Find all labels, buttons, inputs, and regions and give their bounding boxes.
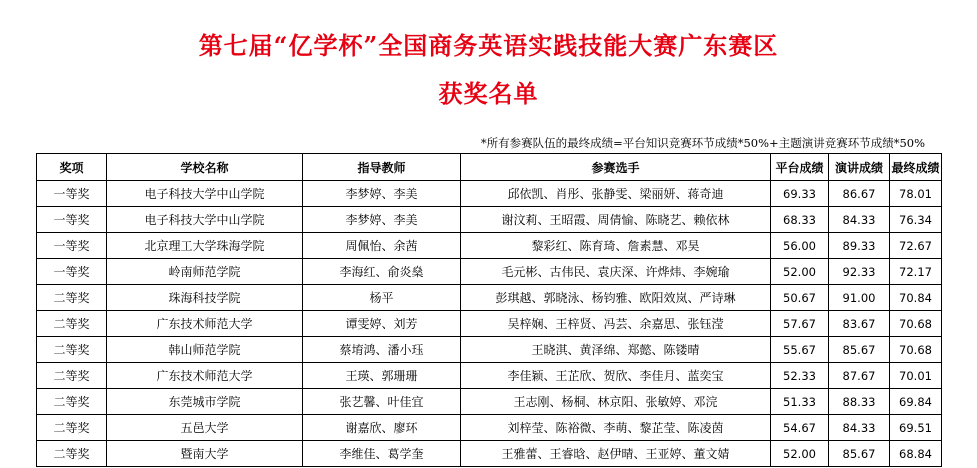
players-cell: 吴梓娴、王梓贤、冯芸、余嘉思、张钰滢 (461, 311, 771, 337)
award-cell: 二等奖 (37, 363, 107, 389)
final-score-cell: 72.67 (890, 233, 942, 259)
final-score-cell: 69.51 (890, 415, 942, 441)
platform-score-cell: 56.00 (771, 233, 829, 259)
speech-score-cell: 86.67 (829, 181, 890, 207)
final-score-cell: 68.84 (890, 441, 942, 467)
teachers-cell: 谭雯婷、刘芳 (303, 311, 461, 337)
platform-score-cell: 55.67 (771, 337, 829, 363)
teachers-cell: 李海红、俞炎燊 (303, 259, 461, 285)
school-cell: 韩山师范学院 (107, 337, 303, 363)
teachers-cell: 李维佳、葛学奎 (303, 441, 461, 467)
speech-score-cell: 87.67 (829, 363, 890, 389)
speech-score-cell: 84.33 (829, 207, 890, 233)
table-row (37, 415, 942, 441)
teachers-cell: 李梦婷、李美 (303, 207, 461, 233)
award-cell: 二等奖 (37, 441, 107, 467)
school-cell: 电子科技大学中山学院 (107, 181, 303, 207)
school-cell: 五邑大学 (107, 415, 303, 441)
platform-score-cell: 68.33 (771, 207, 829, 233)
award-cell: 二等奖 (37, 285, 107, 311)
table-row (37, 337, 942, 363)
header-school: 学校名称 (107, 154, 303, 181)
platform-score-cell: 52.33 (771, 363, 829, 389)
table-row (37, 181, 942, 207)
header-speech-score: 演讲成绩 (829, 154, 890, 181)
award-cell: 一等奖 (37, 259, 107, 285)
platform-score-cell: 52.00 (771, 259, 829, 285)
players-cell: 谢汶莉、王昭霞、周倩愉、陈晓艺、赖依林 (461, 207, 771, 233)
final-score-cell: 69.84 (890, 389, 942, 415)
school-cell: 珠海科技学院 (107, 285, 303, 311)
final-score-cell: 78.01 (890, 181, 942, 207)
speech-score-cell: 85.67 (829, 441, 890, 467)
school-cell: 岭南师范学院 (107, 259, 303, 285)
players-cell: 毛元彬、古伟民、袁庆深、许烨炜、李婉瑜 (461, 259, 771, 285)
table-row (37, 259, 942, 285)
platform-score-cell: 51.33 (771, 389, 829, 415)
award-cell: 一等奖 (37, 233, 107, 259)
school-cell: 广东技术师范大学 (107, 311, 303, 337)
header-platform-score: 平台成绩 (771, 154, 829, 181)
teachers-cell: 杨平 (303, 285, 461, 311)
speech-score-cell: 88.33 (829, 389, 890, 415)
school-cell: 电子科技大学中山学院 (107, 207, 303, 233)
score-formula-note: *所有参赛队伍的最终成绩=平台知识竞赛环节成绩*50%+主题演讲竞赛环节成绩*50% (480, 136, 925, 150)
page-title: 第七届“亿学杯”全国商务英语实践技能大赛广东赛区 (198, 31, 779, 60)
award-cell: 二等奖 (37, 337, 107, 363)
award-cell: 二等奖 (37, 311, 107, 337)
players-cell: 彭琪越、郭晓泳、杨钧雅、欧阳效岚、严诗琳 (461, 285, 771, 311)
teachers-cell: 周佩怡、余茜 (303, 233, 461, 259)
players-cell: 刘梓莹、陈裕微、李萌、黎芷莹、陈凌茵 (461, 415, 771, 441)
speech-score-cell: 85.67 (829, 337, 890, 363)
school-cell: 东莞城市学院 (107, 389, 303, 415)
award-cell: 二等奖 (37, 415, 107, 441)
speech-score-cell: 91.00 (829, 285, 890, 311)
players-cell: 王志刚、杨桐、林京阳、张敏婷、邓浣 (461, 389, 771, 415)
players-cell: 李佳颖、王芷欣、贺欣、李佳月、蓝奕宝 (461, 363, 771, 389)
header-players: 参赛选手 (461, 154, 771, 181)
players-cell: 邱依凯、肖彤、张静雯、梁丽妍、蒋奇迪 (461, 181, 771, 207)
speech-score-cell: 89.33 (829, 233, 890, 259)
players-cell: 王雅蕾、王睿晗、赵伊晴、王亚婷、董文婧 (461, 441, 771, 467)
platform-score-cell: 57.67 (771, 311, 829, 337)
page-subtitle: 获奖名单 (438, 79, 539, 108)
teachers-cell: 谢嘉欣、廖环 (303, 415, 461, 441)
table-row (37, 207, 942, 233)
teachers-cell: 李梦婷、李美 (303, 181, 461, 207)
table-row (37, 363, 942, 389)
table-row (37, 389, 942, 415)
players-cell: 王晓淇、黄泽绵、郑懿、陈镂晴 (461, 337, 771, 363)
header-final-score: 最终成绩 (890, 154, 942, 181)
teachers-cell: 王瑛、郭珊珊 (303, 363, 461, 389)
award-cell: 一等奖 (37, 181, 107, 207)
final-score-cell: 70.84 (890, 285, 942, 311)
school-cell: 暨南大学 (107, 441, 303, 467)
header-teachers: 指导教师 (303, 154, 461, 181)
speech-score-cell: 83.67 (829, 311, 890, 337)
final-score-cell: 70.68 (890, 337, 942, 363)
table-row (37, 311, 942, 337)
table-header-row (37, 154, 942, 181)
platform-score-cell: 69.33 (771, 181, 829, 207)
final-score-cell: 76.34 (890, 207, 942, 233)
award-cell: 一等奖 (37, 207, 107, 233)
school-cell: 广东技术师范大学 (107, 363, 303, 389)
final-score-cell: 70.68 (890, 311, 942, 337)
table-row (37, 233, 942, 259)
platform-score-cell: 54.67 (771, 415, 829, 441)
teachers-cell: 张艺馨、叶佳宜 (303, 389, 461, 415)
speech-score-cell: 84.33 (829, 415, 890, 441)
platform-score-cell: 52.00 (771, 441, 829, 467)
platform-score-cell: 50.67 (771, 285, 829, 311)
players-cell: 黎彩红、陈育琦、詹素慧、邓昊 (461, 233, 771, 259)
header-award: 奖项 (37, 154, 107, 181)
final-score-cell: 72.17 (890, 259, 942, 285)
awards-table (36, 153, 942, 467)
final-score-cell: 70.01 (890, 363, 942, 389)
table-row (37, 285, 942, 311)
speech-score-cell: 92.33 (829, 259, 890, 285)
teachers-cell: 蔡堉鸿、潘小珏 (303, 337, 461, 363)
table-row (37, 441, 942, 467)
school-cell: 北京理工大学珠海学院 (107, 233, 303, 259)
award-cell: 二等奖 (37, 389, 107, 415)
